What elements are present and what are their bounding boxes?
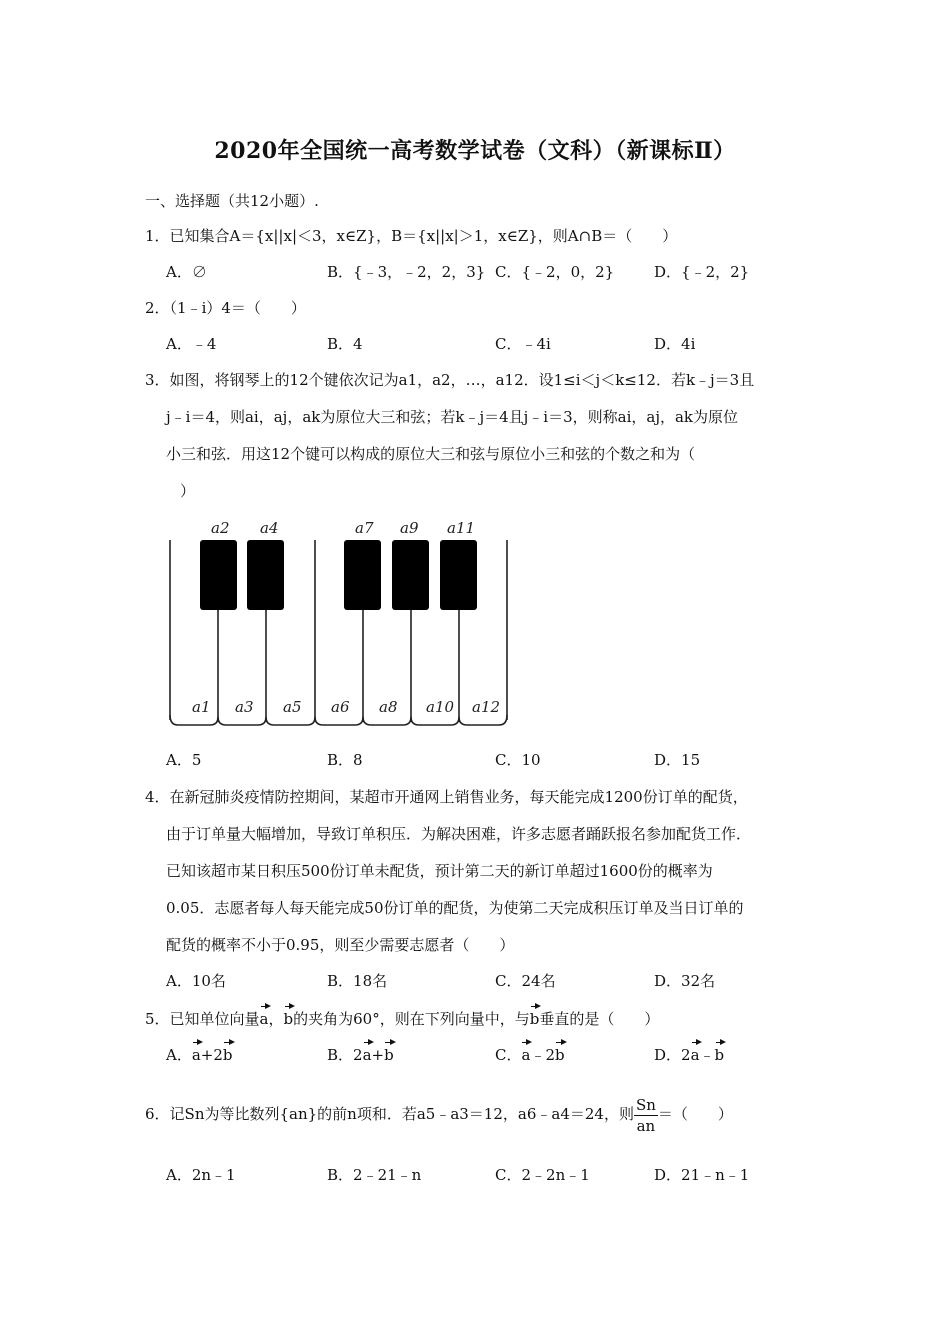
q6-option-c: C．2﹣2n﹣1 xyxy=(495,1166,590,1184)
vector-b: b xyxy=(284,1006,294,1030)
q5-suffix: 垂直的是（ ） xyxy=(539,1010,660,1028)
question-3-line-3: 小三和弦．用这12个键可以构成的原位大三和弦与原位小三和弦的个数之和为（ xyxy=(166,445,696,463)
q5-mid: 的夹角为60°，则在下列向量中，与 xyxy=(293,1010,530,1028)
black-key-a9 xyxy=(392,540,429,610)
q6-tail: ＝（ ） xyxy=(657,1105,733,1123)
q3-option-d: D．15 xyxy=(654,751,701,769)
vector-b-ref: b xyxy=(530,1006,540,1030)
label-a6: a6 xyxy=(331,698,350,716)
question-3-line-1: 3．如图，将钢琴上的12个键依次记为a1，a2，…，a12．设1≤i＜j＜k≤12．若k﹣j＝3且 xyxy=(145,371,755,389)
label-a9: a9 xyxy=(400,519,419,537)
q5-option-c: C．a﹣2b xyxy=(495,1042,565,1066)
q6-frac-numerator: Sn xyxy=(635,1095,656,1114)
q1-option-d: D．{﹣2，2} xyxy=(654,263,750,281)
q3-option-a: A．5 xyxy=(166,751,202,769)
question-1-text: 1．已知集合A＝{x||x|＜3，x∈Z}，B＝{x||x|＞1，x∈Z}，则A∩B＝（ ） xyxy=(145,227,678,245)
question-4-line-5: 配货的概率不小于0.95，则至少需要志愿者（ ） xyxy=(166,936,515,954)
question-4-line-4: 0.05．志愿者每人每天能完成50份订单的配货，为使第二天完成积压订单及当日订单的 xyxy=(166,899,744,917)
q2-option-b: B．4 xyxy=(327,335,363,353)
q6-option-b: B．2﹣21﹣n xyxy=(327,1166,422,1184)
q6-option-a: A．2n﹣1 xyxy=(166,1166,236,1184)
q4-option-a: A．10名 xyxy=(166,972,226,990)
label-a8: a8 xyxy=(379,698,398,716)
label-a3: a3 xyxy=(235,698,254,716)
q6-text: 6．记Sn为等比数列{an}的前n项和．若a5﹣a3＝12，a6﹣a4＝24，则 xyxy=(145,1105,634,1123)
q3-option-b: B．8 xyxy=(327,751,363,769)
question-3-line-2: j﹣i＝4，则ai，aj，ak为原位大三和弦；若k﹣j＝4且j﹣i＝3，则称ai，aj，ak为原位 xyxy=(166,408,739,426)
q2-option-a: A．﹣4 xyxy=(166,335,217,353)
q4-option-c: C．24名 xyxy=(495,972,556,990)
q1-option-c: C．{﹣2，0，2} xyxy=(495,263,615,281)
vector-a: a xyxy=(260,1006,269,1030)
q1-option-b: B．{﹣3，﹣2，2，3} xyxy=(327,263,486,281)
q6-fraction xyxy=(634,1095,658,1136)
label-a1: a1 xyxy=(192,698,211,716)
q4-option-d: D．32名 xyxy=(654,972,716,990)
q6-frac-denominator: an xyxy=(636,1116,656,1135)
label-a2: a2 xyxy=(211,519,230,537)
black-key-a11 xyxy=(440,540,477,610)
question-4-line-3: 已知该超市某日积压500份订单未配货，预计第二天的新订单超过1600份的概率为 xyxy=(166,862,713,880)
q5-option-a: A．a+2b xyxy=(166,1042,233,1066)
label-a12: a12 xyxy=(472,698,501,716)
q5-option-b: B．2a+b xyxy=(327,1042,394,1066)
label-a7: a7 xyxy=(355,519,374,537)
q5-prefix: 5．已知单位向量 xyxy=(145,1010,260,1028)
label-a5: a5 xyxy=(283,698,302,716)
question-4-line-1: 4．在新冠肺炎疫情防控期间，某超市开通网上销售业务，每天能完成1200份订单的配货， xyxy=(145,788,748,806)
q5-option-d: D．2a﹣b xyxy=(654,1042,724,1066)
q4-option-b: B．18名 xyxy=(327,972,388,990)
q2-option-c: C．﹣4i xyxy=(495,335,551,353)
black-key-a4 xyxy=(247,540,284,610)
question-2-text: 2．（1﹣i）4＝（ ） xyxy=(145,299,306,317)
label-a11: a11 xyxy=(447,519,476,537)
q1-option-a: A．∅ xyxy=(166,263,207,281)
q3-option-c: C．10 xyxy=(495,751,541,769)
question-6-text xyxy=(145,1092,733,1136)
label-a4: a4 xyxy=(260,519,279,537)
question-4-line-2: 由于订单量大幅增加，导致订单积压．为解决困难，许多志愿者踊跃报名参加配货工作． xyxy=(166,825,752,843)
section-heading: 一、选择题（共12小题）. xyxy=(145,192,319,210)
question-5-text xyxy=(145,1006,659,1030)
black-key-a2 xyxy=(200,540,237,610)
q2-option-d: D．4i xyxy=(654,335,696,353)
exam-title: 2020年全国统一高考数学试卷（文科）（新课标Ⅱ） xyxy=(214,138,736,164)
black-key-a7 xyxy=(344,540,381,610)
q5-sep: ， xyxy=(268,1010,284,1028)
question-3-line-4: ） xyxy=(180,482,196,500)
label-a10: a10 xyxy=(426,698,455,716)
q6-option-d: D．21﹣n﹣1 xyxy=(654,1166,750,1184)
piano-keyboard-figure xyxy=(160,515,520,735)
